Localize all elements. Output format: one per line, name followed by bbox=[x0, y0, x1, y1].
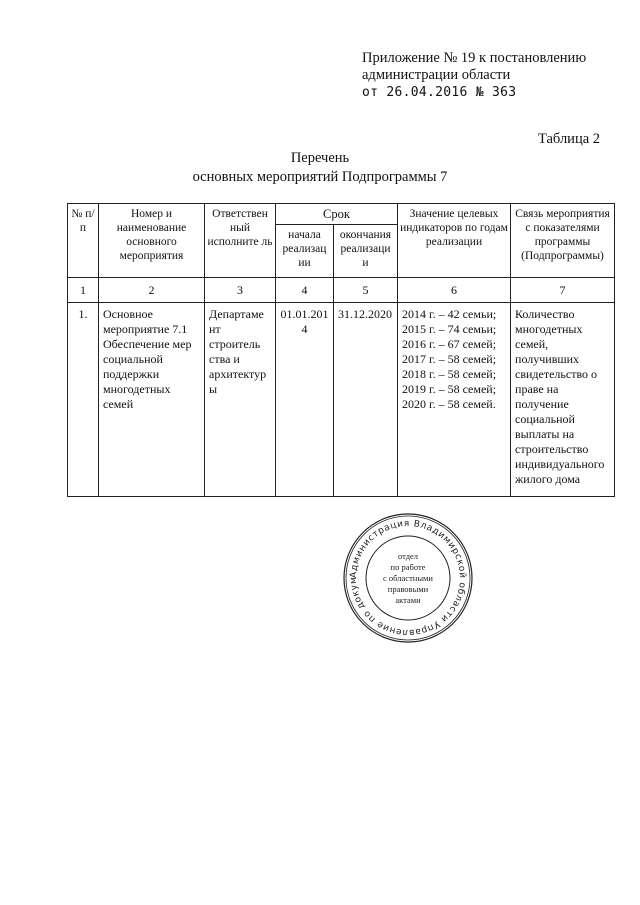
header-start: начала реализац ии bbox=[276, 225, 334, 278]
stamp-center-line-5: актами bbox=[395, 595, 421, 605]
appendix-note bbox=[362, 50, 586, 101]
stamp-ring-text: Администрация Владимирской области Управление по докум bbox=[348, 518, 468, 638]
header-indicators: Значение целевых индикаторов по годам реализации bbox=[398, 204, 511, 278]
header-executor: Ответствен ный исполните ль bbox=[205, 204, 276, 278]
stamp-center-line-1: отдел bbox=[397, 551, 419, 561]
title-line-1: Перечень bbox=[290, 150, 350, 166]
appendix-line-1: Приложение № 19 к постановлению bbox=[362, 50, 587, 66]
indicator-2017: 2017 г. – 58 семей; bbox=[402, 352, 497, 366]
indicator-2019: 2019 г. – 58 семей; bbox=[402, 382, 497, 396]
col-number-3: 3 bbox=[205, 278, 276, 303]
col-number-6: 6 bbox=[398, 278, 511, 303]
indicator-2014: 2014 г. – 42 семьи; bbox=[402, 307, 497, 321]
row-indicators bbox=[398, 303, 511, 497]
col-number-2: 2 bbox=[99, 278, 205, 303]
indicator-2020: 2020 г. – 58 семей. bbox=[402, 397, 496, 411]
row-num: 1. bbox=[68, 303, 99, 497]
col-number-5: 5 bbox=[334, 278, 398, 303]
header-event: Номер и наименование основного мероприятия bbox=[99, 204, 205, 278]
col-number-7: 7 bbox=[511, 278, 615, 303]
stamp-seal-icon bbox=[342, 512, 474, 644]
row-link: Количество многодетных семей, получивших свидетельство о праве на получение социальной выплаты на строительство индивидуального жилого дома bbox=[511, 303, 615, 497]
col-number-1: 1 bbox=[68, 278, 99, 303]
indicator-2018: 2018 г. – 58 семей; bbox=[402, 367, 497, 381]
events-table bbox=[67, 203, 615, 497]
indicator-2015: 2015 г. – 74 семьи; bbox=[402, 322, 497, 336]
col-number-4: 4 bbox=[276, 278, 334, 303]
header-end: окончания реализаци и bbox=[334, 225, 398, 278]
appendix-line-2: администрации области bbox=[362, 67, 511, 83]
header-term: Срок bbox=[276, 204, 398, 225]
stamp-center-line-2: по работе bbox=[390, 562, 426, 572]
table-row bbox=[68, 303, 615, 497]
row-end: 31.12.2020 bbox=[334, 303, 398, 497]
official-stamp bbox=[342, 512, 474, 644]
indicator-2016: 2016 г. – 67 семей; bbox=[402, 337, 497, 351]
header-num: № п/п bbox=[68, 204, 99, 278]
appendix-line-3: от 26.04.2016 № 363 bbox=[362, 85, 517, 100]
row-start: 01.01.201 4 bbox=[276, 303, 334, 497]
row-executor: Департаме нт строитель ства и архитектур ы bbox=[205, 303, 276, 497]
table-label: Таблица 2 bbox=[538, 131, 601, 147]
title-line-2: основных мероприятий Подпрограммы 7 bbox=[192, 169, 448, 185]
document-title bbox=[0, 149, 640, 187]
stamp-center-line-4: правовыми bbox=[387, 584, 429, 594]
stamp-center-line-3: с областными bbox=[383, 573, 433, 583]
row-event: Основное мероприятие 7.1 Обеспечение мер социальной поддержки многодетных семей bbox=[99, 303, 205, 497]
header-link: Связь мероприятия с показателями программы (Подпрограммы) bbox=[511, 204, 615, 278]
